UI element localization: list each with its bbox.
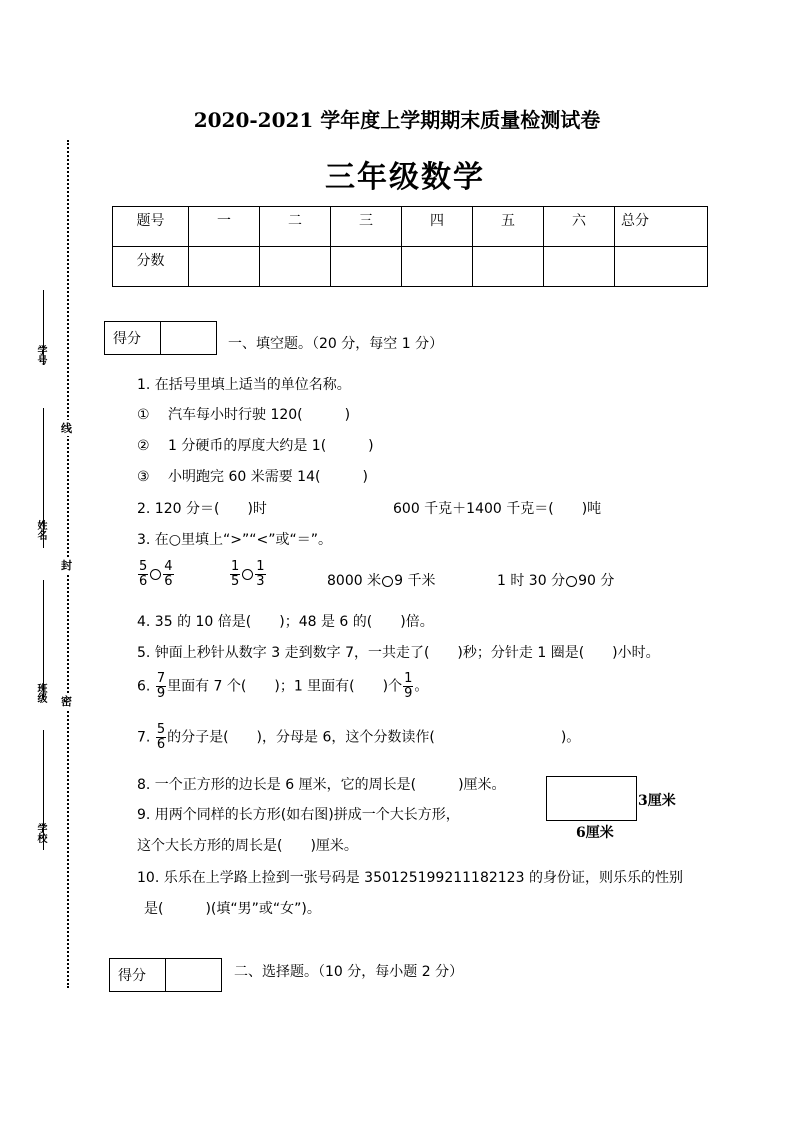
compare-circle[interactable]: [566, 576, 577, 587]
question-5: 5. 钟面上秒针从数字 3 走到数字 7，一共走了( )秒；分针走 1 圈是( )小时。: [137, 645, 660, 661]
question-1: 1. 在括号里填上适当的单位名称。: [137, 377, 351, 393]
section1-title: 一、填空题。（20 分，每空 1 分）: [228, 336, 444, 352]
question-10a: 10. 乐乐在上学路上捡到一张号码是 350125199211182123 的身份证，则乐乐的性别: [137, 870, 683, 886]
seal-mark-secret: 密: [61, 695, 72, 708]
seal-mark-line: 线: [61, 422, 72, 435]
score-input-cell[interactable]: [402, 247, 473, 287]
table-cell: 四: [402, 207, 473, 247]
score-table-score-row: [113, 247, 708, 287]
scorebox-input[interactable]: [166, 959, 221, 991]
class-label: 班级: [35, 683, 46, 703]
fraction: $\frac{1}{5}$: [231, 559, 240, 589]
score-input-cell[interactable]: [189, 247, 260, 287]
rectangle-figure: [546, 776, 637, 821]
question-1a: ① 汽车每小时行驶 120( ): [137, 407, 351, 423]
table-cell: 三: [331, 207, 402, 247]
section2-scorebox: [109, 958, 222, 992]
compare-item-a: [137, 560, 175, 589]
name-label: 姓名: [35, 520, 46, 540]
table-cell: 五: [473, 207, 544, 247]
table-cell: 二: [260, 207, 331, 247]
class-line: [43, 580, 44, 700]
compare-item-b: [229, 560, 267, 589]
table-cell: 六: [544, 207, 615, 247]
question-9a: 9. 用两个同样的长方形(如右图)拼成一个大长方形，: [137, 807, 460, 823]
question-3: 3. 在○里填上“>”“<”或“＝”。: [137, 532, 333, 548]
question-10b: 是( )(填“男”或“女”)。: [144, 901, 321, 917]
score-input-cell[interactable]: [615, 247, 708, 287]
scorebox-input[interactable]: [161, 322, 216, 354]
table-cell: 分数: [113, 247, 189, 287]
seal-mark-seal: 封: [61, 559, 72, 572]
fraction: $\frac{5}{6}$: [156, 722, 166, 752]
student-id-label: 学号: [35, 345, 46, 365]
question-2b: 600 千克＋1400 千克＝( )吨: [393, 501, 602, 517]
rect-width-label: 6厘米: [576, 825, 614, 841]
compare-circle[interactable]: [382, 576, 393, 587]
fraction: $\frac{7}{9}$: [156, 671, 166, 701]
exam-title: 2020-2021 学年度上学期期末质量检测试卷: [193, 108, 601, 132]
score-table-header-row: [113, 207, 708, 247]
score-input-cell[interactable]: [260, 247, 331, 287]
compare-item-d: 1 时 30 分 90 分: [497, 573, 615, 589]
section1-scorebox: [104, 321, 217, 355]
table-cell: 题号: [113, 207, 189, 247]
score-input-cell[interactable]: [331, 247, 402, 287]
compare-circle[interactable]: [150, 569, 161, 580]
school-label: 学校: [35, 823, 46, 843]
score-input-cell[interactable]: [544, 247, 615, 287]
score-table: [112, 206, 708, 287]
question-8: 8. 一个正方形的边长是 6 厘米，它的周长是( )厘米。: [137, 777, 506, 793]
question-7: 7. $\frac{5}{6}$ 的分子是( )，分母是 6，这个分数读作( )。: [137, 722, 581, 752]
question-1c: ③ 小明跑完 60 米需要 14( ): [137, 469, 368, 485]
table-cell: 一: [189, 207, 260, 247]
score-input-cell[interactable]: [473, 247, 544, 287]
fraction: $\frac{4}{6}$: [164, 559, 173, 589]
question-2a: 2. 120 分＝( )时: [137, 501, 267, 517]
fraction: $\frac{5}{6}$: [139, 559, 148, 589]
rect-height-label: 3厘米: [638, 793, 676, 809]
scorebox-label: 得分: [110, 959, 166, 991]
question-1b: ② 1 分硬币的厚度大约是 1( ): [137, 438, 374, 454]
subject-title: 三年级数学: [325, 160, 485, 195]
fraction: $\frac{1}{9}$: [404, 671, 413, 701]
compare-circle[interactable]: [242, 569, 253, 580]
compare-item-c: 8000 米 9 千米: [327, 573, 436, 589]
section2-title: 二、选择题。（10 分，每小题 2 分）: [234, 964, 464, 980]
table-cell: 总分: [615, 207, 708, 247]
question-6: 6. $\frac{7}{9}$ 里面有 7 个( )；1 里面有( )个 $\frac{1}{9}$ 。: [137, 671, 429, 701]
scorebox-label: 得分: [105, 322, 161, 354]
question-4: 4. 35 的 10 倍是( )；48 是 6 的( )倍。: [137, 614, 434, 630]
fraction: $\frac{1}{3}$: [256, 559, 265, 589]
question-9b: 这个大长方形的周长是( )厘米。: [137, 838, 358, 854]
